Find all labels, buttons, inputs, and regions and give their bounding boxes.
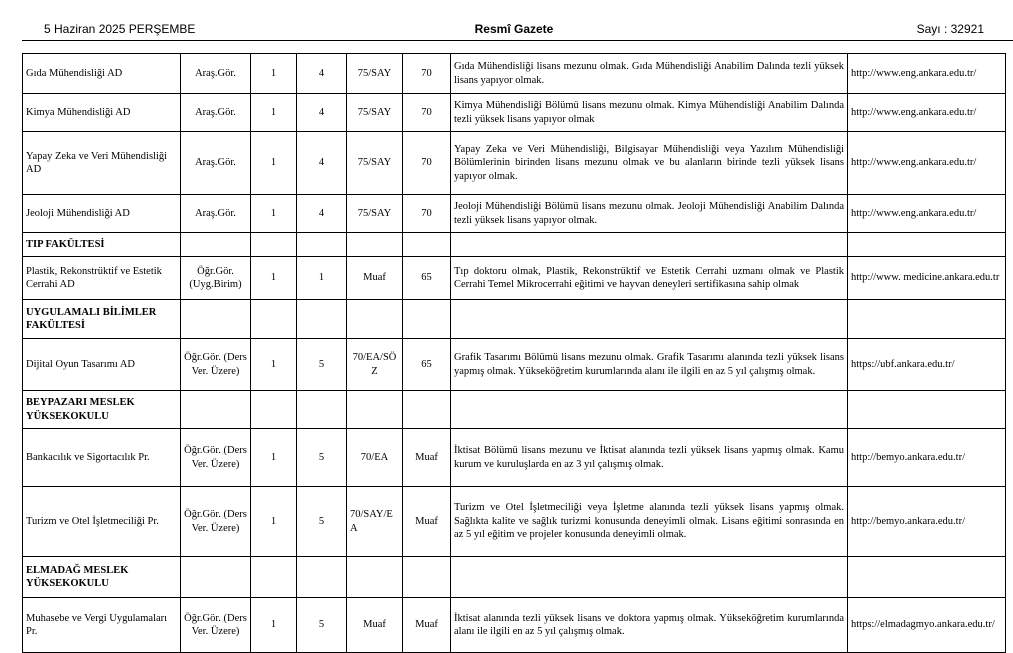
min-cell: Muaf bbox=[403, 429, 451, 487]
count-cell: 1 bbox=[251, 195, 297, 233]
score-cell: 70/EA/SÖZ bbox=[347, 339, 403, 391]
section-row bbox=[23, 300, 1006, 339]
min-cell: 70 bbox=[403, 54, 451, 94]
min-cell: Muaf bbox=[403, 598, 451, 653]
description-cell: İktisat Bölümü lisans mezunu ve İktisat alanında tezli yüksek lisans yapmış olmak. Kamu kurum ve kuruluşlarda en az 3 yıl çalışmış olmak. bbox=[451, 429, 848, 487]
url-cell: http://www.eng.ankara.edu.tr/ bbox=[848, 94, 1006, 132]
table-row bbox=[23, 94, 1006, 132]
degree-cell: 5 bbox=[297, 598, 347, 653]
count-cell: 1 bbox=[251, 487, 297, 557]
score-cell: Muaf bbox=[347, 598, 403, 653]
description-cell: Kimya Mühendisliği Bölümü lisans mezunu olmak. Kimya Mühendisliği Anabilim Dalında tezli yüksek lisans yapıyor olmak bbox=[451, 94, 848, 132]
url-cell: http://www.eng.ankara.edu.tr/ bbox=[848, 132, 1006, 195]
score-cell: 75/SAY bbox=[347, 195, 403, 233]
min-cell: 65 bbox=[403, 257, 451, 300]
count-cell: 1 bbox=[251, 339, 297, 391]
unit-cell: Yapay Zeka ve Veri Mühendisliği AD bbox=[23, 132, 181, 195]
min-cell: 65 bbox=[403, 339, 451, 391]
url-cell: http://www. medicine.ankara.edu.tr bbox=[848, 257, 1006, 300]
unit-cell: Bankacılık ve Sigortacılık Pr. bbox=[23, 429, 181, 487]
min-cell: Muaf bbox=[403, 487, 451, 557]
url-cell: http://bemyo.ankara.edu.tr/ bbox=[848, 487, 1006, 557]
table-row bbox=[23, 429, 1006, 487]
section-heading: UYGULAMALI BİLİMLER FAKÜLTESİ bbox=[23, 300, 181, 339]
unit-cell: Dijital Oyun Tasarımı AD bbox=[23, 339, 181, 391]
table-row bbox=[23, 54, 1006, 94]
title-cell: Öğr.Gör. (Ders Ver. Üzere) bbox=[181, 429, 251, 487]
count-cell: 1 bbox=[251, 257, 297, 300]
title-cell: Araş.Gör. bbox=[181, 54, 251, 94]
score-cell: 75/SAY bbox=[347, 54, 403, 94]
title-cell: Araş.Gör. bbox=[181, 94, 251, 132]
degree-cell: 4 bbox=[297, 54, 347, 94]
count-cell: 1 bbox=[251, 598, 297, 653]
unit-cell: Kimya Mühendisliği AD bbox=[23, 94, 181, 132]
description-cell: İktisat alanında tezli yüksek lisans ve doktora yapmış olmak. Yükseköğretim kurumlarında alanı ile ilgili en az 5 yıl çalışmış olmak. bbox=[451, 598, 848, 653]
description-cell: Jeoloji Mühendisliği Bölümü lisans mezunu olmak. Jeoloji Mühendisliği Anabilim Dalında tezli yüksek lisans yapıyor olmak. bbox=[451, 195, 848, 233]
count-cell: 1 bbox=[251, 94, 297, 132]
count-cell: 1 bbox=[251, 132, 297, 195]
table-row bbox=[23, 598, 1006, 653]
min-cell: 70 bbox=[403, 132, 451, 195]
score-cell: 75/SAY bbox=[347, 132, 403, 195]
title-cell: Öğr.Gör. (Ders Ver. Üzere) bbox=[181, 487, 251, 557]
degree-cell: 5 bbox=[297, 487, 347, 557]
count-cell: 1 bbox=[251, 54, 297, 94]
section-heading: BEYPAZARI MESLEK YÜKSEKOKULU bbox=[23, 391, 181, 429]
score-cell: Muaf bbox=[347, 257, 403, 300]
degree-cell: 4 bbox=[297, 94, 347, 132]
unit-cell: Gıda Mühendisliği AD bbox=[23, 54, 181, 94]
min-cell: 70 bbox=[403, 94, 451, 132]
table-row bbox=[23, 487, 1006, 557]
title-cell: Öğr.Gör. (Uyg.Birim) bbox=[181, 257, 251, 300]
table-row bbox=[23, 257, 1006, 300]
degree-cell: 1 bbox=[297, 257, 347, 300]
unit-cell: Plastik, Rekonstrüktif ve Estetik Cerrahi AD bbox=[23, 257, 181, 300]
degree-cell: 4 bbox=[297, 195, 347, 233]
description-cell: Yapay Zeka ve Veri Mühendisliği, Bilgisayar Mühendisliği veya Yazılım Mühendisliği Bölümlerinin birinden lisans mezunu olmak ve bu alanların birinde tezli yüksek lisans yapıyor olmak. bbox=[451, 132, 848, 195]
title-cell: Araş.Gör. bbox=[181, 195, 251, 233]
degree-cell: 5 bbox=[297, 339, 347, 391]
table-row bbox=[23, 339, 1006, 391]
description-cell: Grafik Tasarımı Bölümü lisans mezunu olmak. Grafik Tasarımı alanında tezli yüksek lisans yapmış olmak. Yükseköğretim kurumlarında alanı ile ilgili en az 5 yıl çalışmış olmak. bbox=[451, 339, 848, 391]
title-cell: Öğr.Gör. (Ders Ver. Üzere) bbox=[181, 598, 251, 653]
section-heading: ELMADAĞ MESLEK YÜKSEKOKULU bbox=[23, 557, 181, 598]
unit-cell: Jeoloji Mühendisliği AD bbox=[23, 195, 181, 233]
section-row bbox=[23, 557, 1006, 598]
title-cell: Öğr.Gör. (Ders Ver. Üzere) bbox=[181, 339, 251, 391]
header-divider bbox=[22, 40, 1013, 41]
table-row bbox=[23, 195, 1006, 233]
score-cell: 75/SAY bbox=[347, 94, 403, 132]
title-cell: Araş.Gör. bbox=[181, 132, 251, 195]
section-row bbox=[23, 233, 1006, 257]
score-cell: 70/EA bbox=[347, 429, 403, 487]
count-cell: 1 bbox=[251, 429, 297, 487]
url-cell: http://bemyo.ankara.edu.tr/ bbox=[848, 429, 1006, 487]
description-cell: Gıda Mühendisliği lisans mezunu olmak. Gıda Mühendisliği Anabilim Dalında tezli yüksek lisans yapıyor olmak. bbox=[451, 54, 848, 94]
unit-cell: Muhasebe ve Vergi Uygulamaları Pr. bbox=[23, 598, 181, 653]
url-cell: https://ubf.ankara.edu.tr/ bbox=[848, 339, 1006, 391]
url-cell: https://elmadagmyo.ankara.edu.tr/ bbox=[848, 598, 1006, 653]
table-row bbox=[23, 132, 1006, 195]
degree-cell: 5 bbox=[297, 429, 347, 487]
url-cell: http://www.eng.ankara.edu.tr/ bbox=[848, 54, 1006, 94]
page-header bbox=[44, 22, 984, 40]
section-heading: TIP FAKÜLTESİ bbox=[23, 233, 181, 257]
score-cell: 70/SAY/EA bbox=[347, 487, 403, 557]
positions-table bbox=[22, 53, 1006, 653]
header-title: Resmî Gazete bbox=[474, 22, 554, 36]
header-issue: Sayı : 32921 bbox=[916, 22, 984, 36]
section-row bbox=[23, 391, 1006, 429]
header-date: 5 Haziran 2025 PERŞEMBE bbox=[44, 22, 196, 36]
description-cell: Tıp doktoru olmak, Plastik, Rekonstrüktif ve Estetik Cerrahi uzmanı olmak ve Plastik Cerrahi Temel Mikrocerrahi eğitimi ve hayvan deneyleri sertifikasına sahip olmak bbox=[451, 257, 848, 300]
min-cell: 70 bbox=[403, 195, 451, 233]
unit-cell: Turizm ve Otel İşletmeciliği Pr. bbox=[23, 487, 181, 557]
degree-cell: 4 bbox=[297, 132, 347, 195]
description-cell: Turizm ve Otel İşletmeciliği veya İşletme alanında tezli yüksek lisans yapmış olmak. Sağlıkta kalite ve sağlık turizmi konusunda deneyimli olmak. Lisans eğitimi sonrasında en az 5 yıl eğitim ve projeler konusunda deneyimli olmak. bbox=[451, 487, 848, 557]
url-cell: http://www.eng.ankara.edu.tr/ bbox=[848, 195, 1006, 233]
